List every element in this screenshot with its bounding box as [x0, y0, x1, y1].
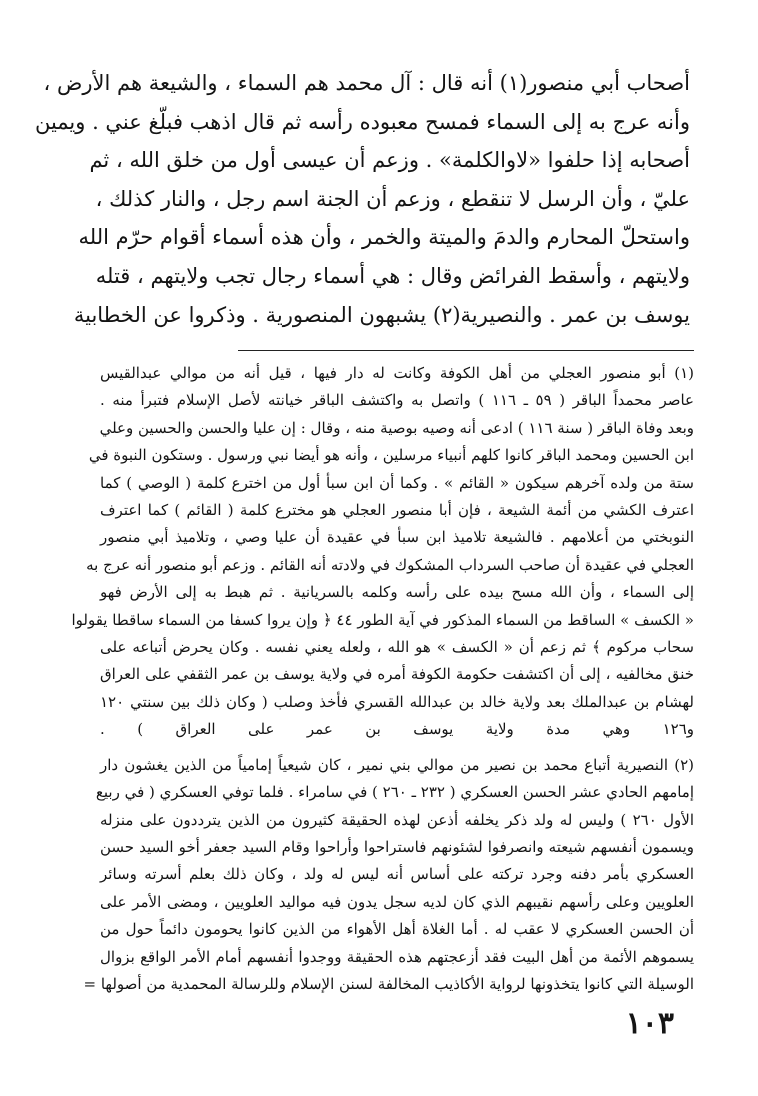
footnote-line: لهشام بن عبدالملك بعد ولاية خالد بن عبدالله القسري فأخذ وصلب ( وكان ذلك بين سنتي ١٢٠: [100, 692, 694, 711]
body-line: أصحاب أبي منصور(١) أنه قال : آل محمد هم السماء ، والشيعة هم الأرض ،: [43, 71, 690, 95]
footnote-2: [83, 752, 694, 999]
body-line: وأنه عرج به إلى السماء فمسح معبوده رأسه ثم قال اذهب فبلّغ عني . ويمين: [34, 109, 690, 134]
footnote-line: و١٢٦ وهي مدة ولاية يوسف بن عمر على العراق ) .: [100, 720, 694, 739]
footnote-line: أن الحسن العسكري لا عقب له . أما الغلاة أهل الأهواء من الذين كانوا يحومون دائماً حول من: [100, 920, 694, 939]
footnote-line: (١) أبو منصور العجلي من أهل الكوفة وكانت له دار فيها ، قيل أنه من موالي عبدالقيس: [100, 364, 694, 382]
footnote-line: (٢) النصيرية أتباع محمد بن نصير من موالي بني نمير ، كان شيعياً إمامياً من الذين يغشون دار: [100, 755, 694, 774]
footnotes: [71, 360, 695, 998]
footnote-line: العسكري بأمر دفنه وجرد تركته على أساس أنه ليس له ولد ، وكان ذلك بعلم أسرته وسائر: [100, 865, 694, 884]
body-line: أصحابه إذا حلفوا «لاوالكلمة» . وزعم أن عيسى أول من خلق الله ، ثم: [89, 148, 690, 173]
main-text: [34, 64, 690, 334]
footnote-line: خنق مخالفيه ، إلى أن اكتشفت حكومة الكوفة أمره في ولاية يوسف بن عمر الثقفي على العراق: [100, 665, 694, 684]
footnote-line: وبعد وفاة الباقر ( سنة ١١٦ ) ادعى أنه وصيه بوصية منه ، وقال : إن عليا والحسن والحسين وعلي: [99, 418, 694, 437]
footnote-line: العجلي في عقيدة أن صاحب السرداب المشكوك في ولادته أنه القائم . وزعم أبو منصور أنه عرج به: [86, 555, 694, 574]
page-number: ١٠٣: [625, 1006, 674, 1041]
footnote-line: الوسيلة التي كانوا يتخذونها لرواية الأكاذيب المخالفة لسنن الإسلام وللرسالة المحمدية من أصولها =: [83, 974, 694, 993]
footnote-1: [71, 360, 695, 744]
footnote-line: إمامهم الحادي عشر الحسن العسكري ( ٢٣٢ ـ ٢٦٠ ) في سامراء . فلما توفي العسكري ( في ربيع: [95, 783, 694, 802]
footnote-line: الأول ٢٦٠ ) وليس له ولد ذكر يخلفه أذعن لهذه الحقيقة كثيرون من الذين يترددون على منزله: [100, 810, 694, 829]
body-line: واستحلّ المحارم والدمَ والميتة والخمر ، وأن هذه أسماء أقوام حرّم الله: [78, 225, 690, 250]
footnote-line: ستة من ولده آخرهم سيكون « القائم » . وكما أن ابن سبأ أول من اخترع كلمة ( الوصي ) كما: [100, 473, 694, 492]
footnote-line: إلى السماء ، وأن الله مسح بيده على رأسه وكلمه بالسريانية . ثم هبط به إلى الأرض فهو: [100, 583, 694, 602]
footnote-line: يسموهم الأئمة من أهل البيت فقد أزعجتهم هذه الحقيقة ووجدوا أنفسهم أمام الأمر الواقع بزوال: [100, 947, 694, 966]
body-line: ولايتهم ، وأسقط الفرائض وقال : هي أسماء رجال تجب ولايتهم ، قتله: [95, 263, 690, 288]
footnote-line: العلويين وعلى رأسهم نقيبهم الذي كان لديه سجل يدون فيه مواليد العلويين ، ومضى الأمر على: [100, 892, 694, 911]
footnote-line: عاصر محمداً الباقر ( ٥٩ ـ ١١٦ ) واتصل به واكتشف الباقر خيانته لأصل الإسلام فتبرأ منه .: [100, 391, 695, 410]
footnote-line: « الكسف » الساقط من السماء المذكور في آية الطور ٤٤ ﴿ وإن يروا كسفا من السماء ساقطا يقولوا: [71, 610, 694, 629]
footnote-line: ويسمون أنفسهم شيعته وانصرفوا لشئونهم فاستراحوا وأراحوا وقام السيد جعفر أخو السيد حسن: [100, 837, 694, 856]
footnote-divider: [238, 350, 694, 351]
footnote-line: سحاب مركوم ﴾ ثم زعم أن « الكسف » هو الله ، ولعله يعني نفسه . وكان يحرض أتباعه على: [100, 638, 694, 657]
footnote-line: اعترف الكشي من أئمة الشيعة ، فإن أبا منصور العجلي هو مخترع كلمة ( القائم ) كما اعترف: [100, 501, 694, 520]
body-line: يوسف بن عمر . والنصيرية(٢) يشبهون المنصورية . وذكروا عن الخطابية: [73, 302, 690, 327]
footnote-line: النوبختي من أعلامهم . فالشيعة تلاميذ ابن سبأ في عقيدة أن عليا وصي ، وتلاميذ أبي منصور: [100, 528, 694, 547]
body-line: عليّ ، وأن الرسل لا تنقطع ، وزعم أن الجنة اسم رجل ، والنار كذلك ،: [95, 186, 690, 211]
footnote-line: ابن الحسين ومحمد الباقر كانوا كلهم أنبياء مرسلين ، وأنه هو أيضا نبي ورسول . وستكون النبوة في: [88, 446, 694, 465]
